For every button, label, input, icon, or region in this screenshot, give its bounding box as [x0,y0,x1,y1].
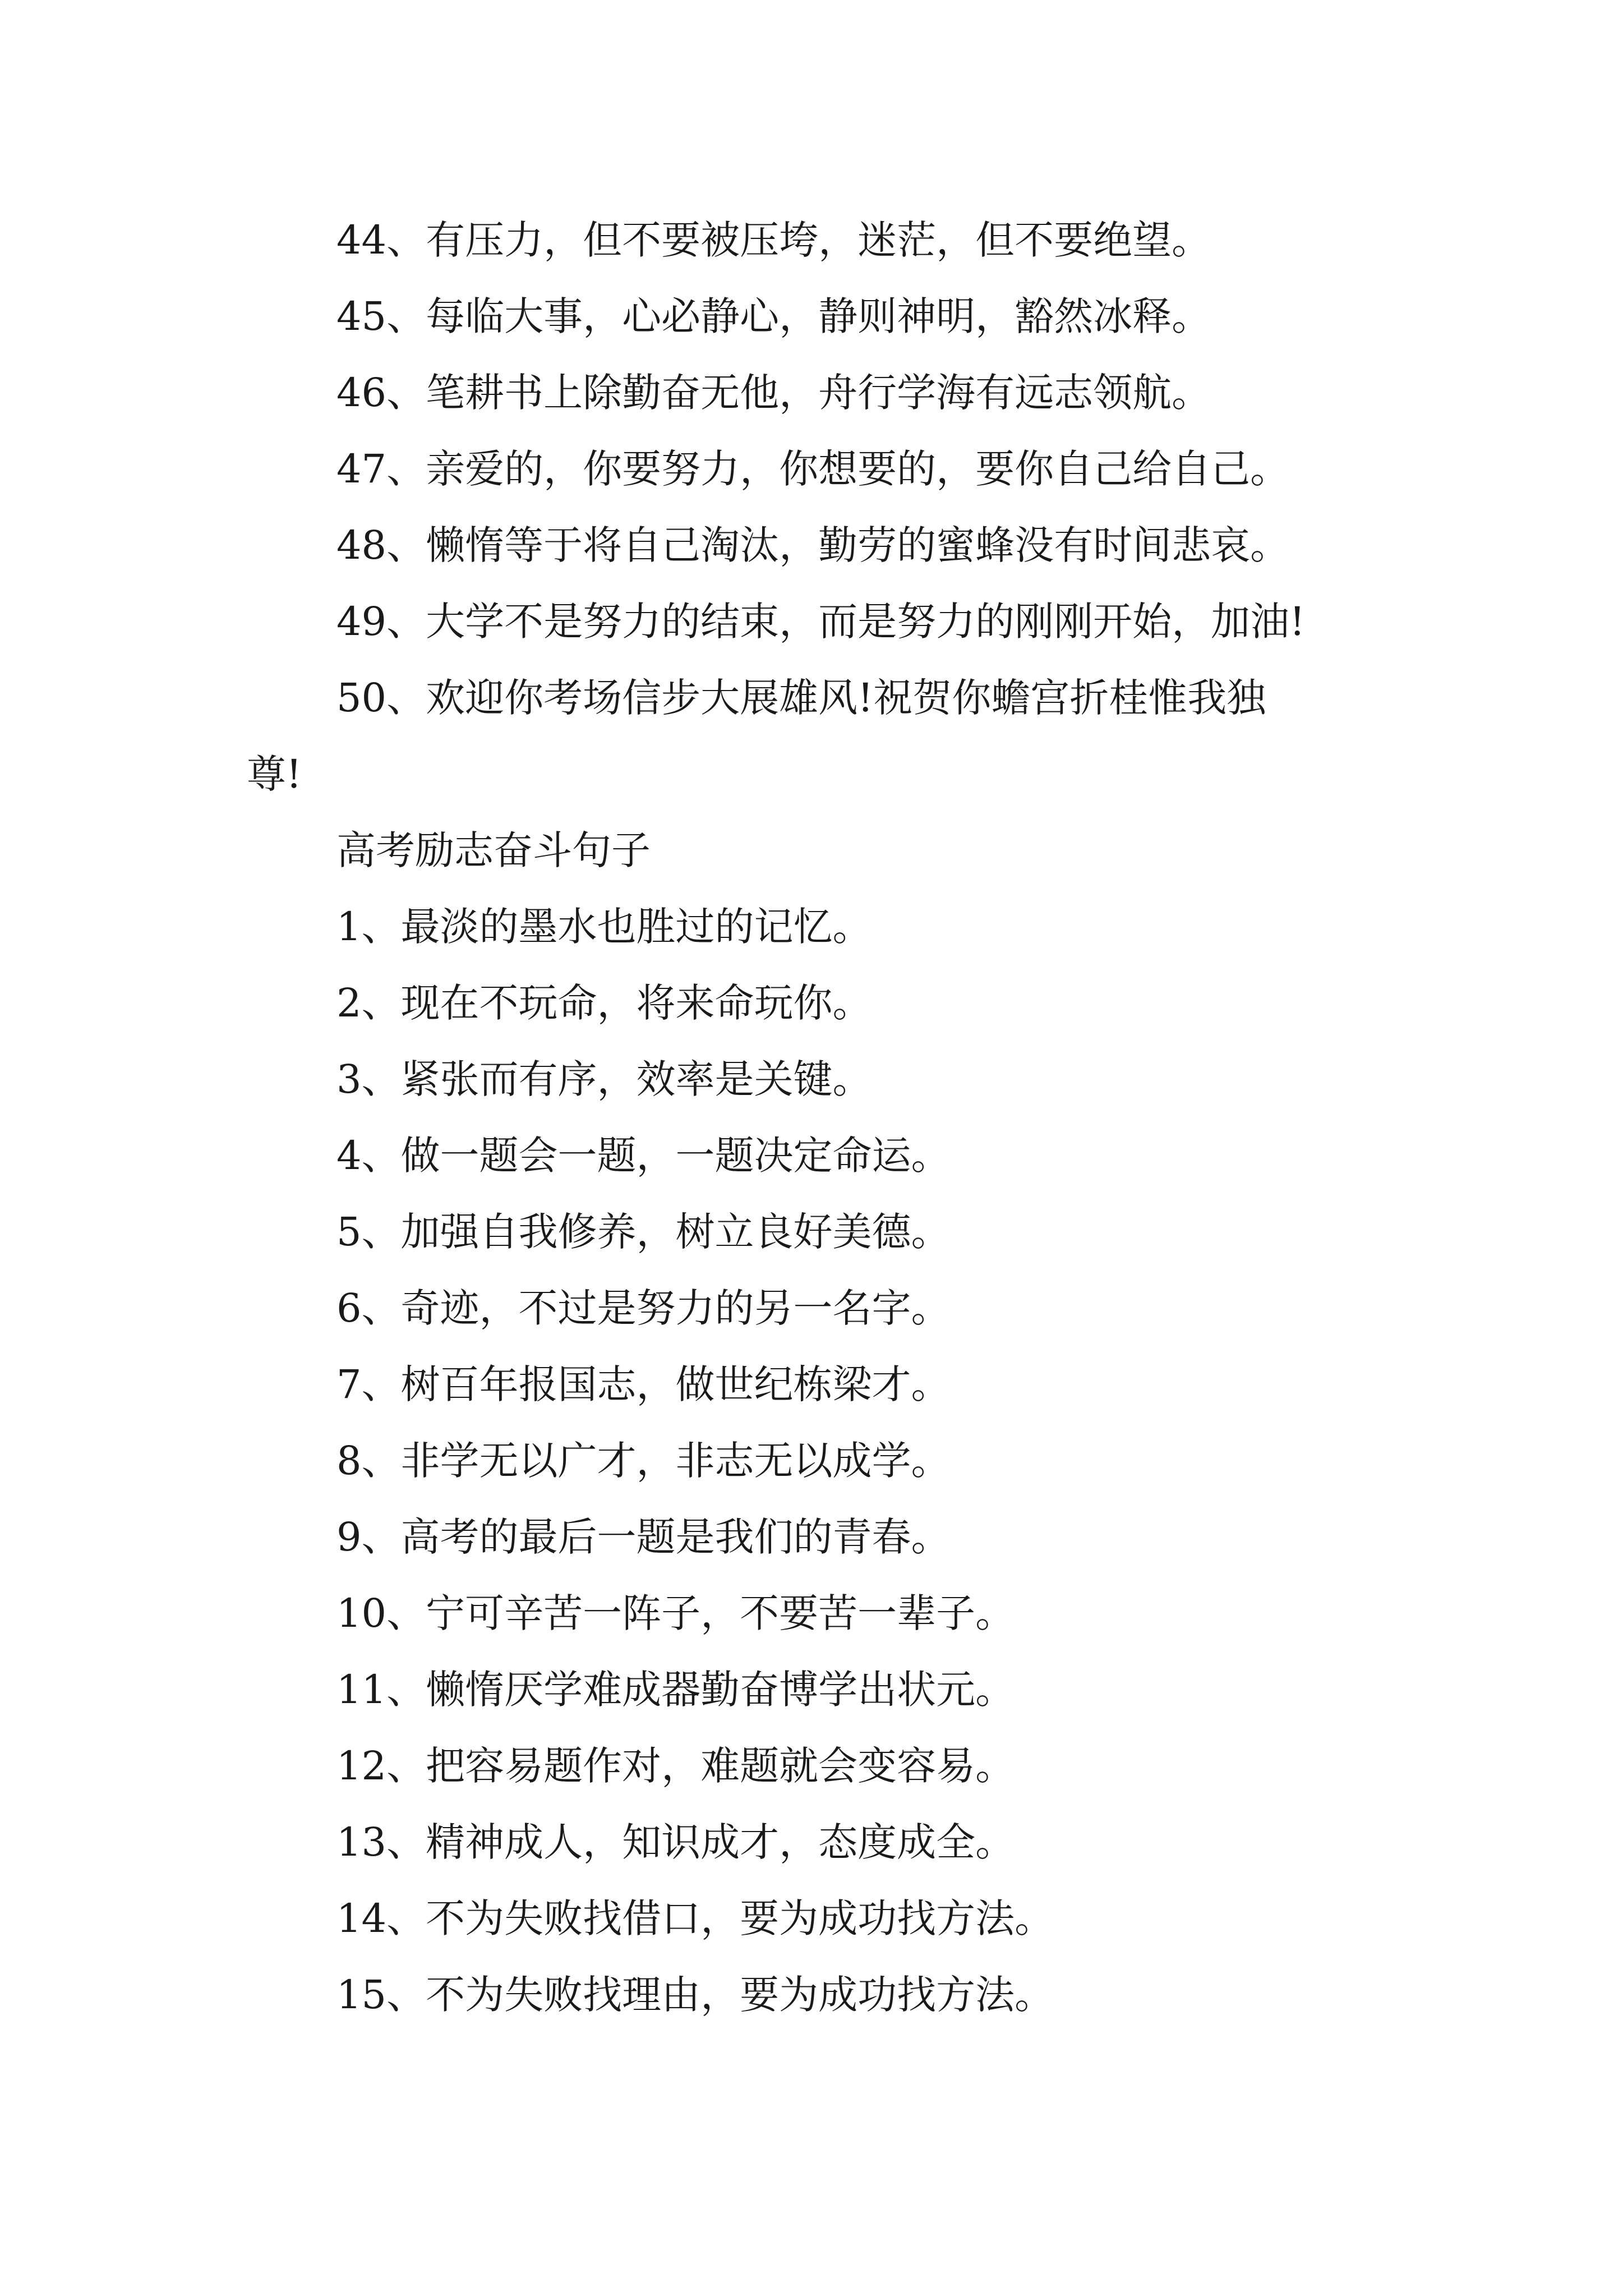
list-item: 6、奇迹，不过是努力的另一名字。 [336,1285,951,1331]
list-item: 4、做一题会一题，一题决定命运。 [336,1133,951,1179]
list-item: 3、紧张而有序，效率是关键。 [336,1056,872,1102]
list-item: 44、有压力，但不要被压垮，迷茫，但不要绝望。 [336,217,1211,263]
list-item: 49、大学不是努力的结束，而是努力的刚刚开始，加油! [336,599,1306,645]
list-item: 47、亲爱的，你要努力，你想要的，要你自己给自己。 [336,446,1290,492]
list-item: 48、懒惰等于将自己淘汰，勤劳的蜜蜂没有时间悲哀。 [336,522,1290,568]
list-item: 11、懒惰厌学难成器勤奋博学出状元。 [336,1667,1015,1713]
list-item: 7、树百年报国志，做世纪栋梁才。 [336,1361,951,1407]
list-item: 10、宁可辛苦一阵子，不要苦一辈子。 [336,1590,1015,1636]
list-item: 2、现在不玩命，将来命玩你。 [336,980,872,1026]
list-item-50-continuation: 尊! [247,751,302,797]
list-item: 8、非学无以广才，非志无以成学。 [336,1438,951,1484]
list-item: 15、不为失败找理由，要为成功找方法。 [336,1972,1054,2018]
list-item: 1、最淡的墨水也胜过的记忆。 [336,904,872,950]
list-item-50-first-line: 50、欢迎你考场信步大展雄风!祝贺你蟾宫折桂惟我独 [336,675,1266,721]
list-item: 5、加强自我修养，树立良好美德。 [336,1209,951,1255]
list-item: 12、把容易题作对，难题就会变容易。 [336,1743,1015,1789]
list-item: 9、高考的最后一题是我们的青春。 [336,1514,951,1560]
list-item: 14、不为失败找借口，要为成功找方法。 [336,1895,1054,1941]
section-title: 高考励志奋斗句子 [336,827,651,873]
list-item: 45、每临大事，心必静心，静则神明，豁然冰释。 [336,293,1211,339]
list-item: 46、笔耕书上除勤奋无他，舟行学海有远志领航。 [336,370,1211,416]
list-item: 13、精神成人，知识成才，态度成全。 [336,1819,1015,1865]
document-body [247,202,1396,2033]
